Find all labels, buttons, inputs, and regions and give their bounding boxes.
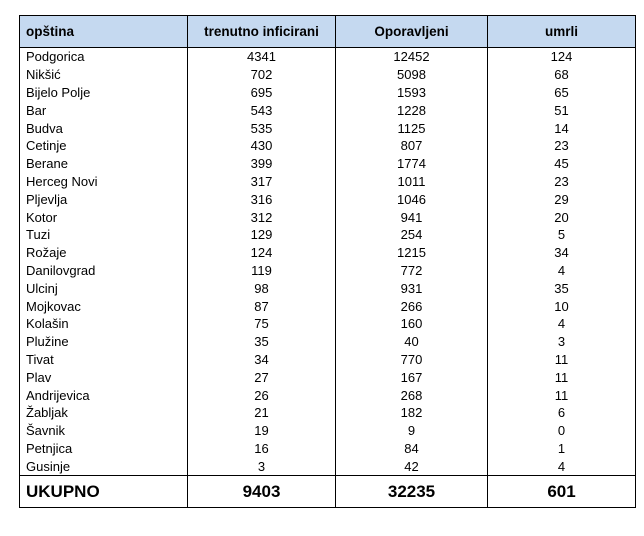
header-row: [20, 16, 636, 48]
municipality-cell: Tuzi: [20, 226, 188, 244]
table-row: [20, 155, 636, 173]
total-deceased: 601: [488, 476, 636, 508]
table-row: [20, 386, 636, 404]
currently-infected-cell: 16: [188, 440, 336, 458]
covid-municipality-table: [19, 15, 636, 508]
municipality-cell: Plav: [20, 368, 188, 386]
municipality-cell: Kotor: [20, 208, 188, 226]
municipality-cell: Žabljak: [20, 404, 188, 422]
municipality-cell: Pljevlja: [20, 190, 188, 208]
recovered-cell: 1774: [336, 155, 488, 173]
municipality-cell: Cetinje: [20, 137, 188, 155]
deceased-cell: 4: [488, 262, 636, 280]
table-row: [20, 66, 636, 84]
table-row: [20, 119, 636, 137]
municipality-cell: Tivat: [20, 351, 188, 369]
currently-infected-cell: 87: [188, 297, 336, 315]
table-row: [20, 297, 636, 315]
total-label: UKUPNO: [20, 476, 188, 508]
currently-infected-cell: 98: [188, 279, 336, 297]
table-row: [20, 333, 636, 351]
recovered-cell: 268: [336, 386, 488, 404]
currently-infected-cell: 129: [188, 226, 336, 244]
header-municipality: opština: [20, 16, 188, 48]
currently-infected-cell: 535: [188, 119, 336, 137]
deceased-cell: 11: [488, 368, 636, 386]
table-row: [20, 262, 636, 280]
municipality-cell: Andrijevica: [20, 386, 188, 404]
municipality-cell: Berane: [20, 155, 188, 173]
currently-infected-cell: 75: [188, 315, 336, 333]
table-row: [20, 101, 636, 119]
deceased-cell: 11: [488, 386, 636, 404]
table-row: [20, 368, 636, 386]
table-row: [20, 422, 636, 440]
municipality-cell: Rožaje: [20, 244, 188, 262]
recovered-cell: 254: [336, 226, 488, 244]
table-row: [20, 190, 636, 208]
recovered-cell: 5098: [336, 66, 488, 84]
recovered-cell: 84: [336, 440, 488, 458]
recovered-cell: 1125: [336, 119, 488, 137]
covid-municipality-table-container: [19, 15, 636, 508]
municipality-cell: Kolašin: [20, 315, 188, 333]
recovered-cell: 9: [336, 422, 488, 440]
deceased-cell: 3: [488, 333, 636, 351]
currently-infected-cell: 34: [188, 351, 336, 369]
deceased-cell: 45: [488, 155, 636, 173]
municipality-cell: Ulcinj: [20, 279, 188, 297]
recovered-cell: 1215: [336, 244, 488, 262]
deceased-cell: 10: [488, 297, 636, 315]
header-recovered: Oporavljeni: [336, 16, 488, 48]
recovered-cell: 167: [336, 368, 488, 386]
recovered-cell: 160: [336, 315, 488, 333]
currently-infected-cell: 316: [188, 190, 336, 208]
currently-infected-cell: 119: [188, 262, 336, 280]
header-deceased: umrli: [488, 16, 636, 48]
total-recovered: 32235: [336, 476, 488, 508]
currently-infected-cell: 702: [188, 66, 336, 84]
table-row: [20, 457, 636, 475]
deceased-cell: 124: [488, 48, 636, 66]
table-row: [20, 351, 636, 369]
municipality-cell: Gusinje: [20, 457, 188, 475]
currently-infected-cell: 4341: [188, 48, 336, 66]
deceased-cell: 34: [488, 244, 636, 262]
municipality-cell: Danilovgrad: [20, 262, 188, 280]
deceased-cell: 11: [488, 351, 636, 369]
municipality-cell: Bijelo Polje: [20, 84, 188, 102]
recovered-cell: 941: [336, 208, 488, 226]
recovered-cell: 770: [336, 351, 488, 369]
recovered-cell: 42: [336, 457, 488, 475]
municipality-cell: Herceg Novi: [20, 173, 188, 191]
recovered-cell: 1011: [336, 173, 488, 191]
deceased-cell: 23: [488, 137, 636, 155]
table-row: [20, 226, 636, 244]
table-row: [20, 173, 636, 191]
currently-infected-cell: 430: [188, 137, 336, 155]
deceased-cell: 0: [488, 422, 636, 440]
deceased-cell: 20: [488, 208, 636, 226]
total-row: [20, 476, 636, 508]
currently-infected-cell: 19: [188, 422, 336, 440]
table-row: [20, 404, 636, 422]
deceased-cell: 5: [488, 226, 636, 244]
deceased-cell: 14: [488, 119, 636, 137]
deceased-cell: 29: [488, 190, 636, 208]
currently-infected-cell: 543: [188, 101, 336, 119]
municipality-cell: Mojkovac: [20, 297, 188, 315]
recovered-cell: 12452: [336, 48, 488, 66]
recovered-cell: 1046: [336, 190, 488, 208]
municipality-cell: Petnjica: [20, 440, 188, 458]
recovered-cell: 772: [336, 262, 488, 280]
municipality-cell: Podgorica: [20, 48, 188, 66]
currently-infected-cell: 317: [188, 173, 336, 191]
municipality-cell: Nikšić: [20, 66, 188, 84]
deceased-cell: 51: [488, 101, 636, 119]
table-row: [20, 315, 636, 333]
recovered-cell: 807: [336, 137, 488, 155]
deceased-cell: 1: [488, 440, 636, 458]
header-currently-infected: trenutno inficirani: [188, 16, 336, 48]
table-row: [20, 84, 636, 102]
currently-infected-cell: 312: [188, 208, 336, 226]
municipality-cell: Budva: [20, 119, 188, 137]
currently-infected-cell: 27: [188, 368, 336, 386]
recovered-cell: 1593: [336, 84, 488, 102]
table-row: [20, 244, 636, 262]
recovered-cell: 931: [336, 279, 488, 297]
deceased-cell: 23: [488, 173, 636, 191]
deceased-cell: 4: [488, 457, 636, 475]
recovered-cell: 1228: [336, 101, 488, 119]
municipality-cell: Bar: [20, 101, 188, 119]
deceased-cell: 4: [488, 315, 636, 333]
municipality-cell: Šavnik: [20, 422, 188, 440]
currently-infected-cell: 21: [188, 404, 336, 422]
deceased-cell: 35: [488, 279, 636, 297]
deceased-cell: 6: [488, 404, 636, 422]
currently-infected-cell: 399: [188, 155, 336, 173]
deceased-cell: 68: [488, 66, 636, 84]
table-row: [20, 279, 636, 297]
currently-infected-cell: 35: [188, 333, 336, 351]
recovered-cell: 40: [336, 333, 488, 351]
recovered-cell: 182: [336, 404, 488, 422]
currently-infected-cell: 26: [188, 386, 336, 404]
currently-infected-cell: 124: [188, 244, 336, 262]
table-row: [20, 440, 636, 458]
table-row: [20, 48, 636, 66]
table-body: [20, 48, 636, 508]
municipality-cell: Plužine: [20, 333, 188, 351]
table-row: [20, 208, 636, 226]
recovered-cell: 266: [336, 297, 488, 315]
table-row: [20, 137, 636, 155]
deceased-cell: 65: [488, 84, 636, 102]
total-currently-infected: 9403: [188, 476, 336, 508]
currently-infected-cell: 3: [188, 457, 336, 475]
currently-infected-cell: 695: [188, 84, 336, 102]
